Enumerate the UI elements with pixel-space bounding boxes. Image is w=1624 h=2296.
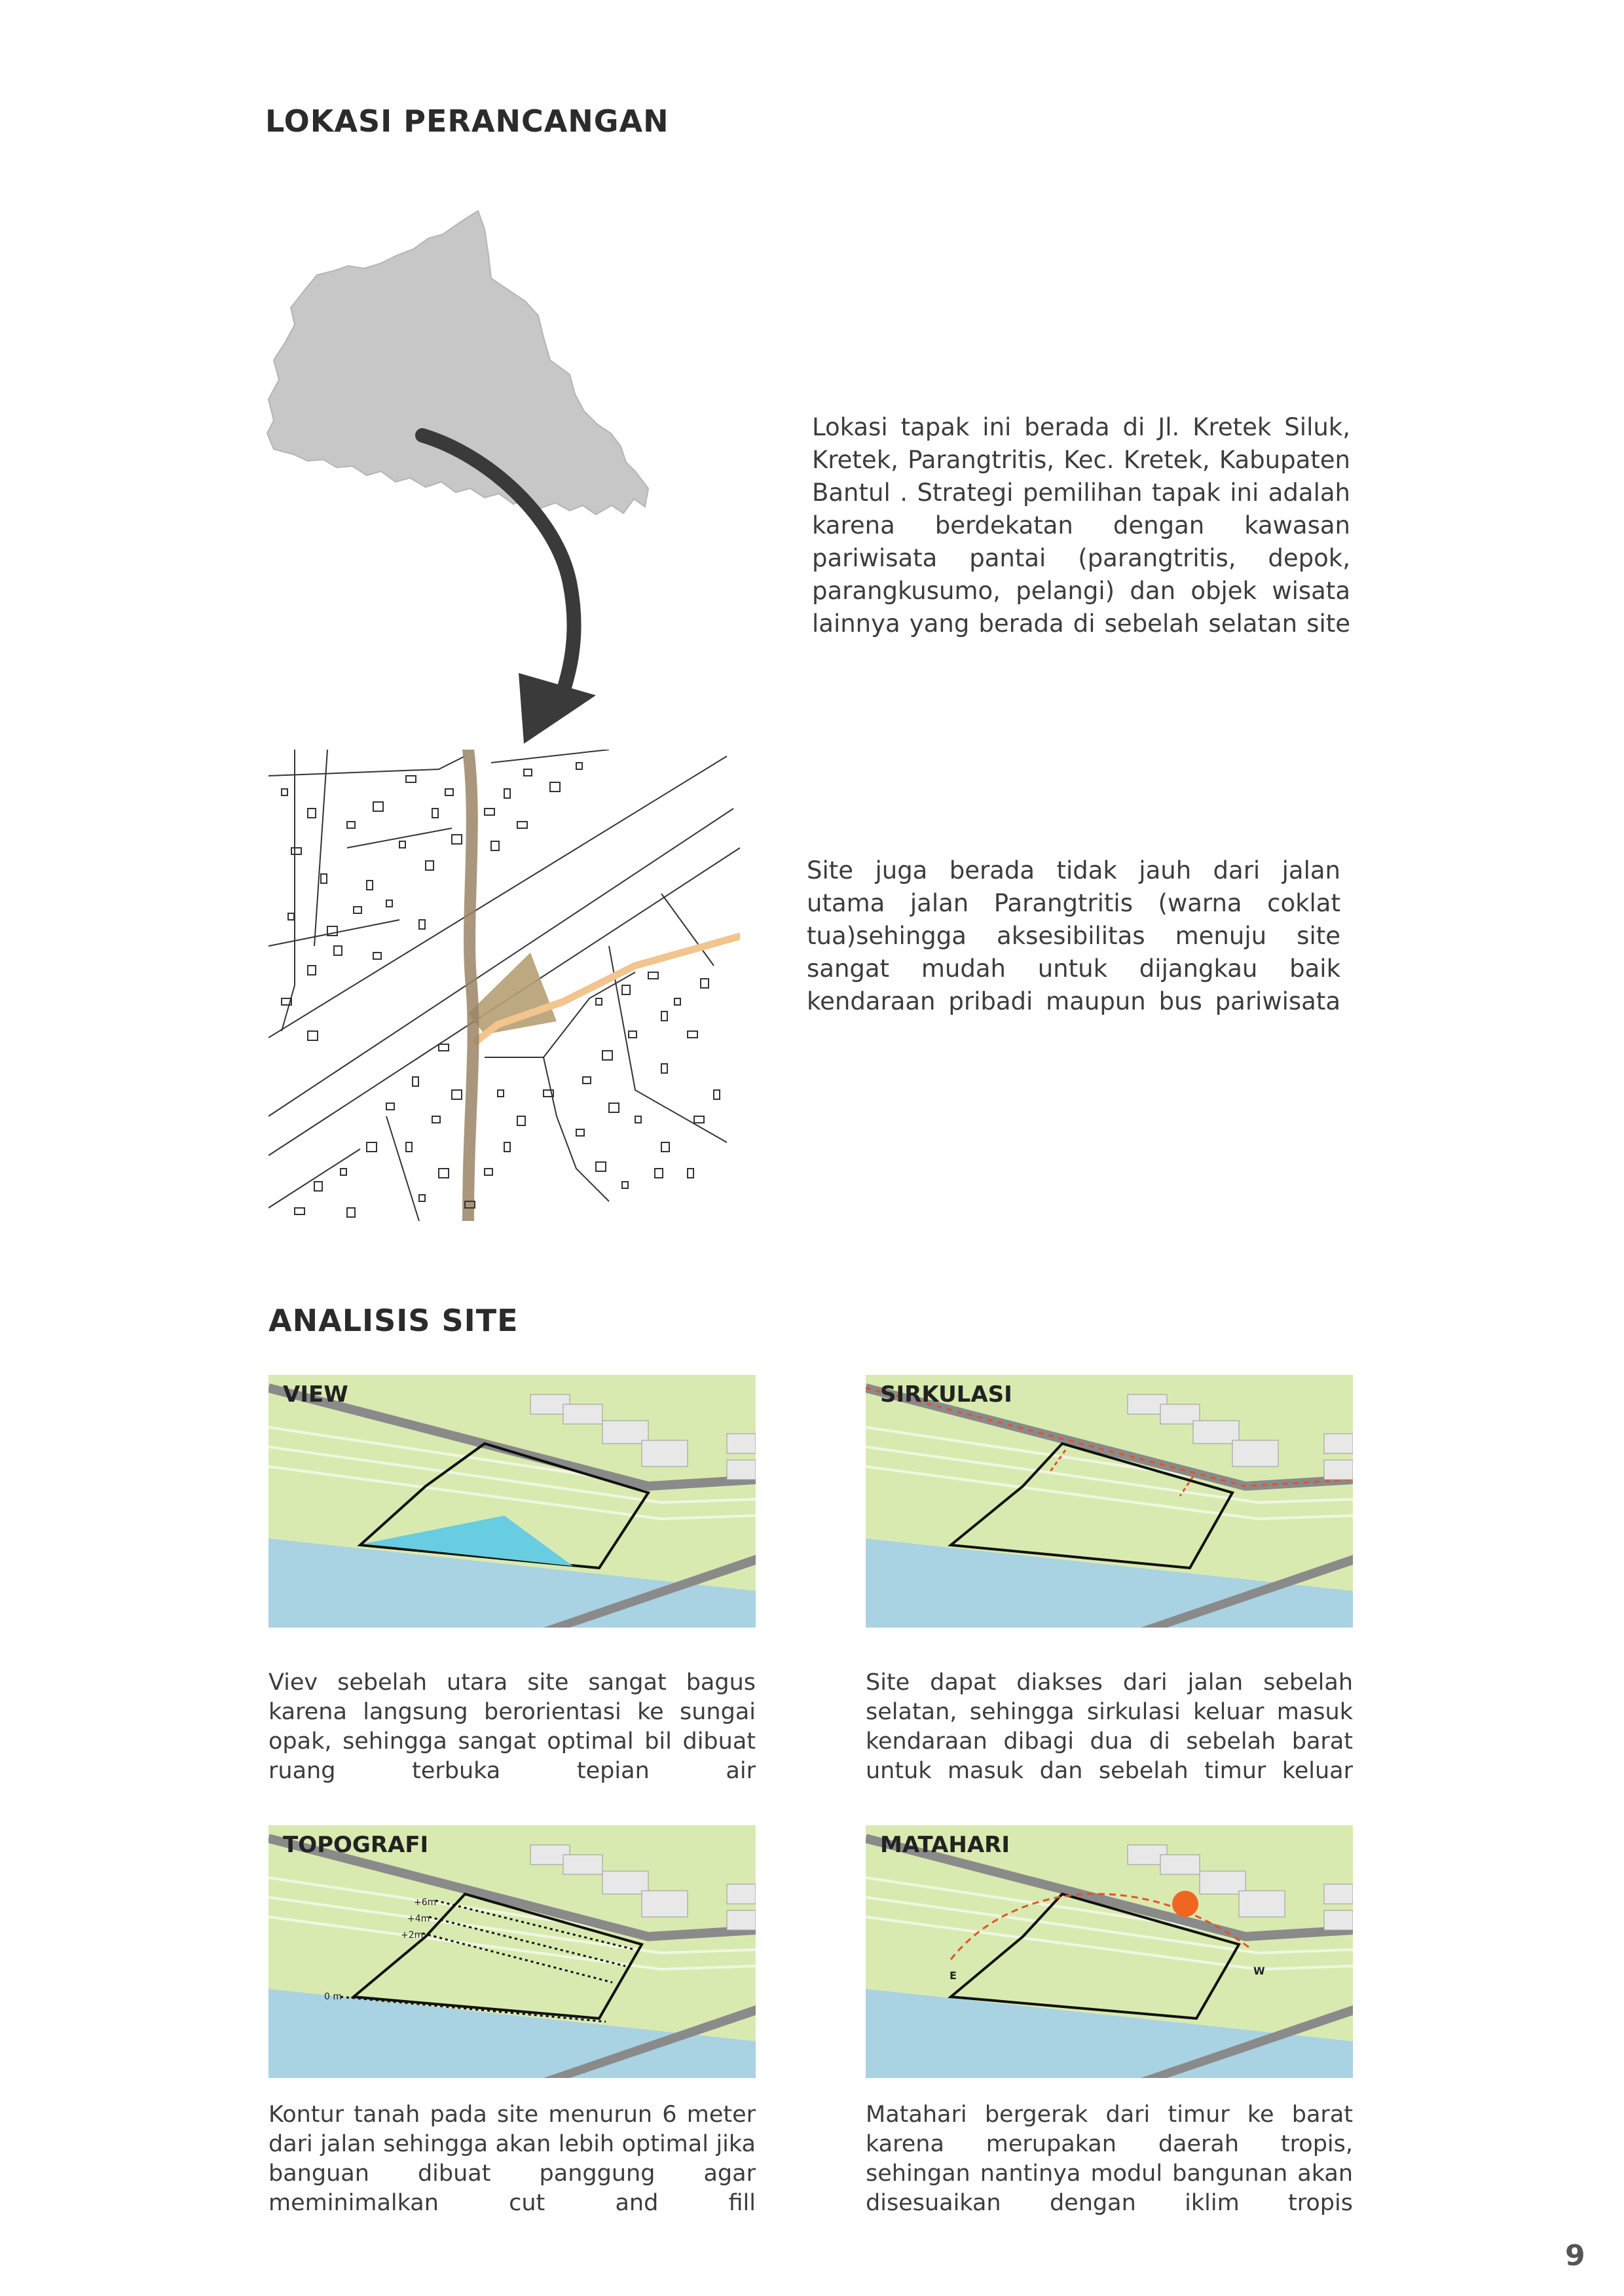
sirkulasi-caption: Site dapat diakses dari jalan sebelah selatan, sehingga sirkulasi keluar masuk kendaraan dibagi dua di sebelah barat untuk masuk dan sebelah timur keluar [866,1669,1353,1784]
building [1324,1460,1353,1480]
page-number: 9 [1565,2239,1585,2272]
building [727,1434,756,1453]
house-footprint [367,1142,377,1152]
house-footprint [452,1090,462,1099]
house-footprint [354,907,361,913]
house-footprint [399,841,405,848]
house-footprint [452,835,462,844]
house-footprint [498,1090,504,1097]
house-footprint [314,1182,322,1191]
house-footprint [347,822,355,828]
house-footprint [386,1103,394,1110]
level-6m: +6m [414,1897,437,1908]
province-map-illustration [262,203,668,766]
building [1160,1855,1200,1874]
house-footprint [439,1169,449,1178]
house-footprint [426,861,434,870]
building [642,1440,688,1467]
house-footprint [291,848,301,854]
panel-matahari-drawing [866,1825,1353,2078]
house-footprint [596,998,602,1005]
province-silhouette [267,211,648,515]
view-caption: Viev sebelah utara site sangat bagus karena langsung berorientasi ke sungai opak, sehingga sangat optimal bil dibuat ruang terbuka tepian air [268,1669,756,1784]
panel-topografi-label: TOPOGRAFI [283,1832,429,1858]
house-footprint [406,1142,412,1152]
house-footprint [282,789,287,795]
panel-view [268,1375,756,1628]
level-0m: 0 m [324,1992,342,2002]
house-footprint [406,776,416,782]
house-footprint [341,1169,346,1175]
house-footprint [576,763,582,769]
house-footprint [386,900,392,907]
house-footprint [308,1031,318,1040]
building [727,1910,756,1930]
house-footprint [334,946,342,955]
house-footprint [602,1051,612,1060]
house-footprint [674,998,680,1005]
level-2m: +2m [401,1930,424,1941]
house-footprint [321,874,327,883]
house-footprint [347,1208,355,1217]
panel-sirkulasi-label: SIRKULASI [880,1381,1012,1408]
house-footprint [432,809,438,818]
house-footprint [701,979,709,988]
house-footprint [308,809,316,818]
section-title-lokasi: LOKASI PERANCANGAN [265,103,669,139]
west-label: W [1253,1965,1265,1977]
house-footprint [308,966,316,975]
main-road-parangtritis [468,750,473,1221]
house-footprint [688,1169,693,1178]
local-road-line [609,946,727,1142]
building [563,1404,602,1424]
panel-matahari-label: MATAHARI [880,1832,1010,1858]
house-footprint [714,1090,720,1099]
building [563,1855,602,1874]
house-footprint [373,802,383,811]
house-footprint [661,1011,667,1021]
house-footprint [504,789,510,798]
building [727,1884,756,1904]
house-footprint [661,1142,669,1152]
house-footprint [517,1116,525,1125]
house-footprint [583,1077,591,1084]
building [727,1460,756,1480]
site-location-map [268,750,740,1221]
house-footprint [504,1142,510,1152]
house-footprint [445,789,453,795]
level-4m: +4m [407,1914,430,1924]
house-footprint [413,1077,418,1086]
topografi-caption: Kontur tanah pada site menurun 6 meter dari jalan sehingga akan lebih optimal jika banguan dibuat panggung agar meminimalkan cut and fill [268,2102,756,2216]
local-road-line [268,920,399,946]
section-title-analisis: ANALISIS SITE [268,1303,519,1338]
house-footprint [622,1182,628,1188]
building [642,1891,688,1917]
house-footprint [661,1064,667,1073]
house-footprint [609,1103,619,1112]
house-footprint [576,1129,584,1136]
house-footprint [367,881,373,890]
river-band-line [268,1149,360,1208]
house-footprint [432,1116,440,1123]
building [1324,1884,1353,1904]
building [1239,1891,1285,1917]
building [1232,1440,1278,1467]
local-road-line [386,1116,419,1221]
river-band-line [268,809,733,1116]
house-footprint [635,1116,641,1123]
site-access-description: Site juga berada tidak jauh dari jalan utama jalan Parangtritis (warna coklat tua)sehingga aksesibilitas menuju site sangat mudah untuk dijangkau baik kendaraan pribadi maupun bus pariwisata [807,856,1340,1015]
house-footprint [524,769,532,776]
east-label: E [950,1969,957,1982]
house-footprint [288,913,294,920]
house-footprint [655,1169,663,1178]
house-footprint [373,953,381,959]
panel-sirkulasi [866,1375,1353,1628]
house-footprint [596,1162,606,1171]
panel-topografi [268,1825,756,2078]
house-footprint [688,1031,697,1038]
building [1324,1910,1353,1930]
house-footprint [622,985,630,994]
house-footprint [517,822,527,828]
local-road-line [314,750,327,946]
lokasi-description: Lokasi tapak ini berada di Jl. Kretek Siluk, Kretek, Parangtritis, Kec. Kretek, Kabupaten Bantul . Strategi pemilihan tapak ini adalah karena berdekatan dengan kawasan pariwisata pantai (parangtritis, depok, parangkusumo, pelangi) dan objek wisata lainnya yang berada di sebelah selatan site [812,413,1350,638]
matahari-caption: Matahari bergerak dari timur ke barat karena merupakan daerah tropis, sehingan nantinya modul bangunan akan disesuaikan dengan iklim tropis [866,2102,1353,2216]
house-footprint [485,1169,492,1175]
house-footprint [629,1031,637,1038]
panel-topografi-drawing [268,1825,756,2078]
local-road-line [268,756,465,776]
sun-icon [1172,1891,1198,1917]
house-footprint [419,1195,425,1201]
panel-view-drawing [268,1375,756,1628]
local-road-line [491,750,609,763]
house-footprint [550,782,560,792]
house-footprint [439,1044,449,1051]
house-footprint [295,1208,304,1214]
panel-matahari [866,1825,1353,2078]
location-arrow-head [519,673,596,744]
building [1324,1434,1353,1453]
house-footprint [485,809,494,815]
panel-view-label: VIEW [283,1381,348,1408]
house-footprint [491,841,499,850]
house-footprint [648,972,658,979]
panel-sirkulasi-drawing [866,1375,1353,1628]
house-footprint [419,920,425,929]
house-footprint [694,1116,704,1123]
